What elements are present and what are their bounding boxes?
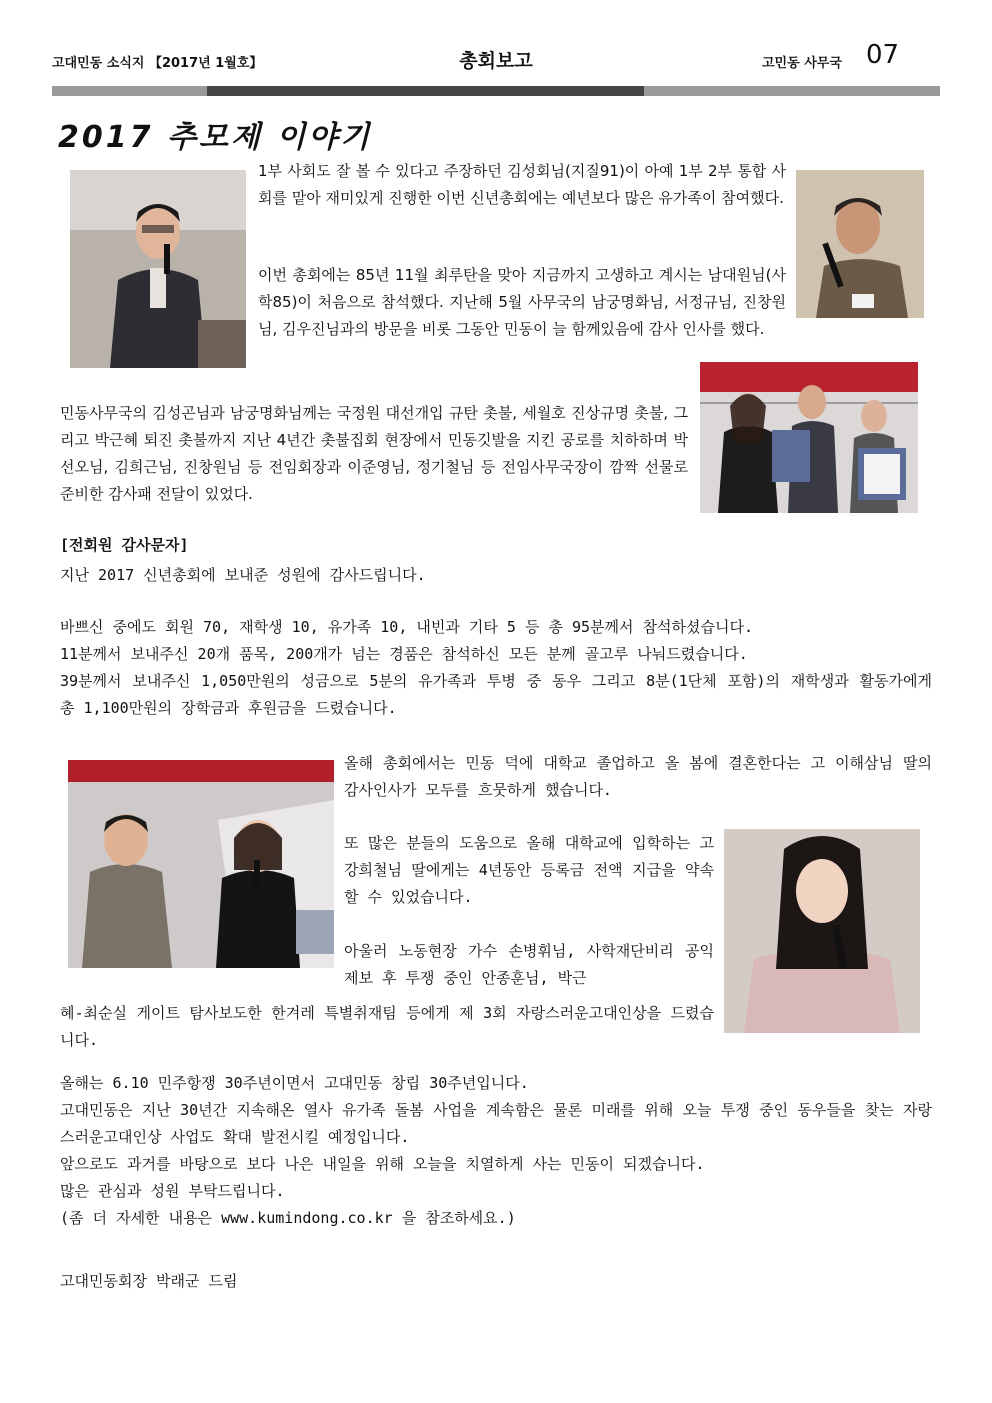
closing-line4: 많은 관심과 성원 부탁드립니다. — [60, 1182, 285, 1200]
second-paragraph: 이번 총회에는 85년 11월 최루탄을 맞아 지금까지 고생하고 계시는 남대원님(사학85)이 처음으로 참석했다. 지난해 5월 사무국의 남궁명화님, 서정규님, 진창원님, 김우진님과의 방문을 비롯 그동안 민동이 늘 함께있음에 감사 인사를 했다. — [258, 266, 786, 338]
thanks-line1: 지난 2017 신년총회에 보내준 성원에 감사드립니다. — [60, 566, 426, 584]
thanks-para3: 올해 총회에서는 민동 덕에 대학교 졸업하고 올 봄에 결혼한다는 고 이해삼님 딸의 감사인사가 모두를 흐뭇하게 했습니다. — [344, 754, 932, 799]
header-rule-center — [207, 86, 644, 96]
thanks-para2-line2: 11분께서 보내주신 20개 품목, 200개가 넘는 경품은 참석하신 모든 분께 골고루 나눠드렸습니다. — [60, 645, 748, 663]
thanks-para2-line1: 바쁘신 중에도 회원 70, 재학생 10, 유가족 10, 내빈과 기타 5 등 총 95분께서 참석하셨습니다. — [60, 618, 754, 636]
article-title: 2017 추모제 이야기 — [58, 120, 373, 155]
thanks-para5-part1: 아울러 노동현장 가수 손병휘님, 사학재단비리 공익제보 후 투쟁 중인 안종훈님, 박근 — [344, 942, 714, 987]
photo-student-speaking — [724, 829, 920, 1033]
photo-graduate-thanks — [68, 760, 334, 968]
thanks-para4: 또 많은 분들의 도움으로 올해 대학교에 입학하는 고 강희철님 딸에게는 4년동안 등록금 전액 지급을 약속할 수 있었습니다. — [344, 834, 714, 906]
page-number: 07 — [866, 40, 900, 70]
header-rule-right — [644, 86, 940, 96]
thanks-para2-line3: 39분께서 보내주신 1,050만원의 성금으로 5분의 유가족과 투병 중 동우 그리고 8분(1단체 포함)의 재학생과 활동가에게 총 1,100만원의 장학금과 후원금을 드렸습니다. — [60, 672, 932, 717]
photo-plaque-presentation — [700, 362, 918, 513]
intro-paragraph: 1부 사회도 잘 볼 수 있다고 주장하던 김성회님(지질91)이 아예 1부 2부 통합 사회를 맡아 재미있게 진행한 이번 신년총회에는 예년보다 많은 유가족이 참여했다. — [258, 162, 786, 207]
closing-line3: 앞으로도 과거를 바탕으로 보다 나은 내일을 위해 오늘을 치열하게 사는 민동이 되겠습니다. — [60, 1155, 705, 1173]
thanks-heading: [전회원 감사문자] — [60, 536, 189, 554]
third-paragraph: 민동사무국의 김성곤님과 남궁명화님께는 국정원 대선개입 규탄 촛불, 세월호 진상규명 촛불, 그리고 박근혜 퇴진 촛불까지 지난 4년간 촛불집회 현장에서 민동깃발을 지킨 공로를 치하하며 박선오님, 김희근님, 진창원님 등 전임회장과 이준영님, 정기철님 등 전임사무국장이 깜짝 선물로 준비한 감사패 전달이 있었다. — [60, 404, 688, 503]
office-label: 고민동 사무국 — [762, 56, 842, 71]
signature: 고대민동회장 박래군 드림 — [60, 1272, 238, 1290]
closing-line5: (좀 더 자세한 내용은 www.kumindong.co.kr 을 참조하세요.) — [60, 1209, 516, 1227]
closing-line1: 올해는 6.10 민주항쟁 30주년이면서 고대민동 창립 30주년입니다. — [60, 1074, 529, 1092]
closing-line2: 고대민동은 지난 30년간 지속해온 열사 유가족 돌봄 사업을 계속함은 물론 미래를 위해 오늘 투쟁 중인 동우들을 찾는 자랑스러운고대인상 사업도 확대 발전시킬 예정입니다. — [60, 1101, 932, 1146]
thanks-para5-part2: 혜-최순실 게이트 탐사보도한 한겨레 특별취재팀 등에게 제 3회 자랑스러운고대인상을 드렸습니다. — [60, 1004, 714, 1049]
photo-mc-speaking — [70, 170, 246, 368]
section-title: 총회보고 — [459, 50, 533, 72]
header-rule-left — [52, 86, 207, 96]
newsletter-issue: 고대민동 소식지 【2017년 1월호】 — [52, 56, 263, 71]
photo-guest-speaking — [796, 170, 924, 318]
